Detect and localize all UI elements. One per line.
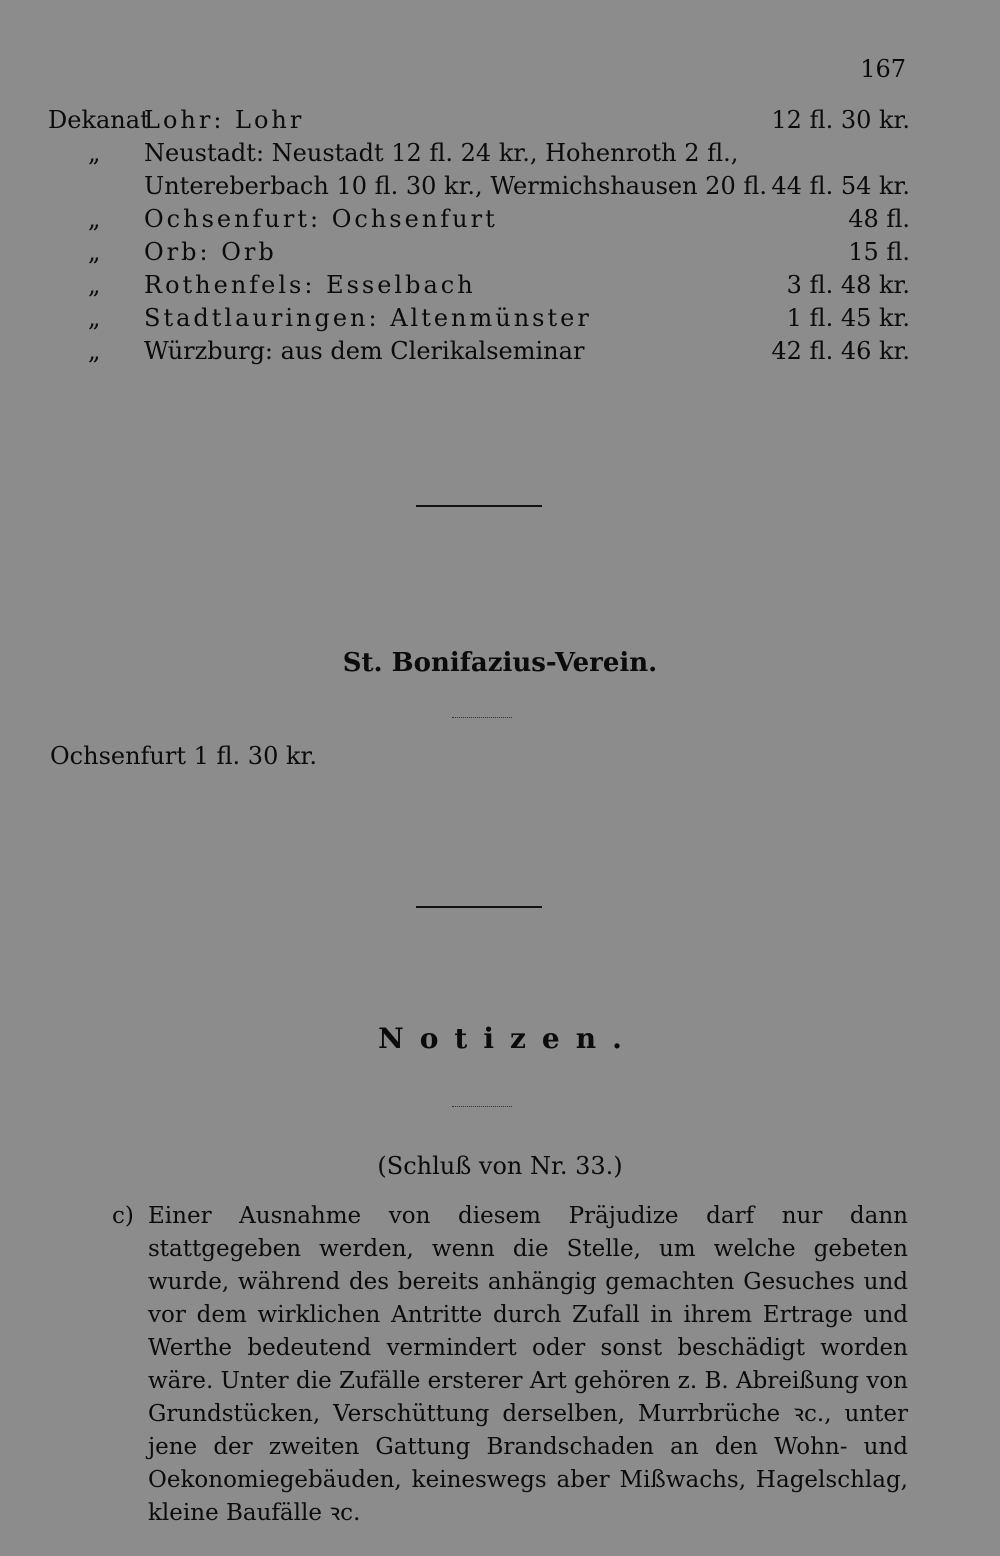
- section-divider: [416, 505, 542, 507]
- ditto-mark: „: [88, 271, 101, 299]
- row-amount: 3 fl. 48 kr.: [786, 271, 910, 299]
- list-row: [48, 302, 910, 335]
- row-amount: 1 fl. 45 kr.: [786, 304, 910, 332]
- ornament-divider: [452, 1106, 512, 1107]
- row-text: Untereberbach 10 fl. 30 kr., Wermichshausen 20 fl.: [144, 172, 767, 200]
- row-prefix: Dekanat: [48, 106, 150, 134]
- section-heading: Notizen.: [378, 1022, 638, 1055]
- list-row: [48, 203, 910, 236]
- paragraph-label: c): [112, 1203, 134, 1229]
- row-amount: 12 fl. 30 kr.: [771, 106, 910, 134]
- ditto-mark: „: [88, 205, 101, 233]
- paragraph-text: Einer Ausnahme von diesem Präjudize darf nur dann stattgegeben werden, wenn die Stelle, um welche gebeten wurde, während des bereits anhängig gemachten Gesuches und vor dem wirklichen Antritte durch Zufall in ihrem Ertrage und Werthe bedeutend vermindert oder sonst beschädigt worden wäre. Unter die Zufälle ersterer Art gehören z. B. Abreißung von Grundstücken, Verschüttung derselben, Murrbrüche ꝛc., unter jene der zweiten Gattung Brandschaden an den Wohn- und Oekonomiegebäuden, keineswegs aber Mißwachs, Hagelschlag, kleine Baufälle ꝛc.: [148, 1203, 908, 1526]
- row-text: Lohr: Lohr: [144, 106, 305, 134]
- ditto-mark: „: [88, 304, 101, 332]
- list-row: [48, 137, 910, 170]
- row-text: Neustadt: Neustadt 12 fl. 24 kr., Hohenroth 2 fl.,: [144, 139, 739, 167]
- row-amount: 15 fl.: [848, 238, 910, 266]
- list-row: [48, 170, 910, 203]
- ditto-mark: „: [88, 139, 101, 167]
- row-text: Würzburg: aus dem Clerikalseminar: [144, 337, 585, 365]
- list-row: [48, 335, 910, 368]
- list-row: [48, 236, 910, 269]
- section-heading: St. Bonifazius-Verein.: [342, 648, 658, 678]
- row-text: Rothenfels: Esselbach: [144, 271, 476, 299]
- ditto-mark: „: [88, 238, 101, 266]
- row-text: Orb: Orb: [144, 238, 277, 266]
- section-divider: [416, 906, 542, 908]
- row-amount: 44 fl. 54 kr.: [771, 172, 910, 200]
- row-text: Stadtlauringen: Altenmünster: [144, 304, 592, 332]
- donation-list: [48, 104, 910, 368]
- list-row: [48, 269, 910, 302]
- list-row: [48, 104, 910, 137]
- row-text: Ochsenfurt: Ochsenfurt: [144, 205, 498, 233]
- section-subheading: (Schluß von Nr. 33.): [377, 1152, 623, 1180]
- row-amount: 42 fl. 46 kr.: [771, 337, 910, 365]
- ditto-mark: „: [88, 337, 101, 365]
- page-number: 167: [860, 55, 906, 83]
- section-entry: Ochsenfurt 1 fl. 30 kr.: [50, 742, 317, 770]
- row-amount: 48 fl.: [848, 205, 910, 233]
- ornament-divider: [452, 717, 512, 718]
